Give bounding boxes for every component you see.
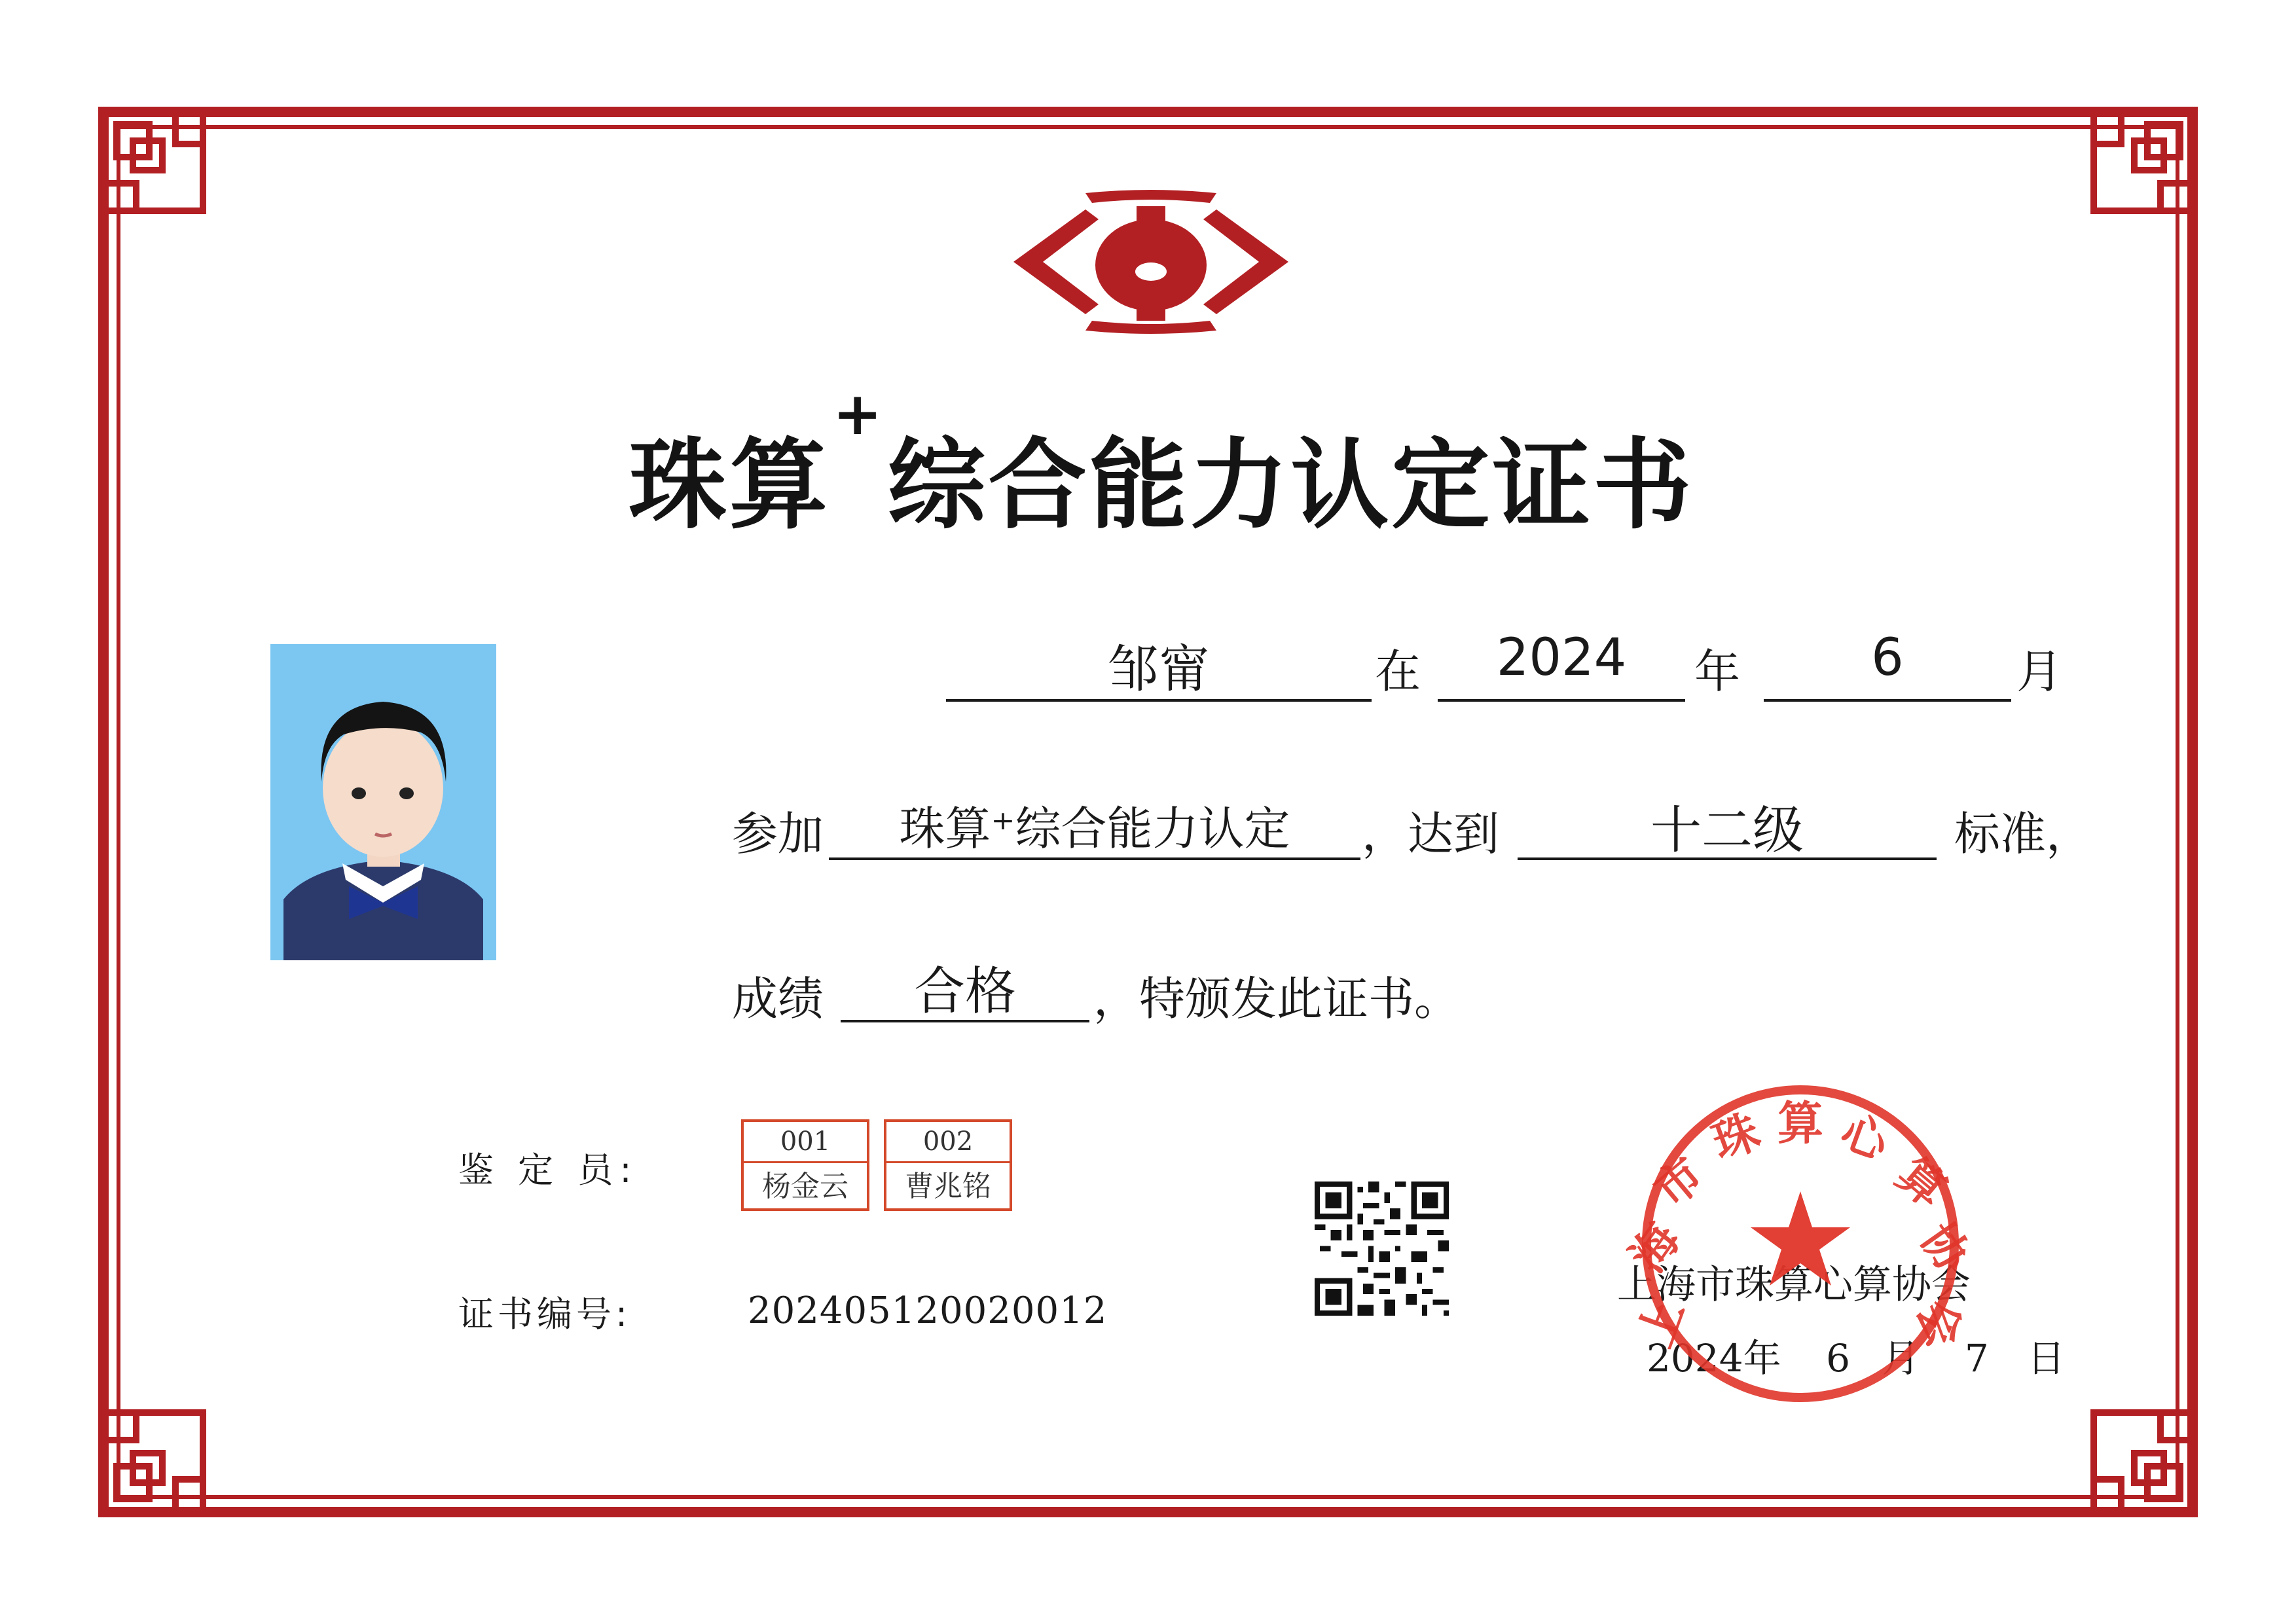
examiner-stamp-1 xyxy=(741,1119,869,1211)
cert-no-label: 证书编号: xyxy=(458,1293,632,1335)
examiner-label: 鉴 定 员: xyxy=(458,1149,638,1191)
svg-text:上: 上 xyxy=(1628,1292,1694,1354)
examiner-1-code: 001 xyxy=(744,1122,867,1163)
examiner-2-code: 002 xyxy=(886,1122,1010,1163)
examiner-2-name: 曹兆铭 xyxy=(905,1170,991,1203)
level-value: 十二级 xyxy=(1650,801,1804,860)
examiner-1-name: 杨金云 xyxy=(762,1170,848,1203)
issue-year: 2024 xyxy=(1647,1336,1743,1380)
corner-ornament-top-right xyxy=(2088,105,2200,216)
month-field xyxy=(1764,628,2011,702)
examiner-stamp-2 xyxy=(884,1119,1012,1211)
corner-ornament-bottom-right xyxy=(2088,1407,2200,1519)
month-value: 6 xyxy=(1871,628,1904,687)
year-value: 2024 xyxy=(1496,628,1627,687)
cert-no-value: 202405120020012 xyxy=(748,1290,1108,1332)
word-standard: 标准， xyxy=(1954,807,2092,861)
issue-word-day: 日 xyxy=(2027,1336,2066,1380)
issue-word-year: 年 xyxy=(1743,1336,1781,1380)
issue-month: 6 xyxy=(1826,1336,1850,1380)
word-at: 在 xyxy=(1375,645,1421,698)
student-name-field xyxy=(946,628,1372,702)
title-plus: + xyxy=(833,380,885,448)
score-field xyxy=(841,950,1089,1022)
student-name: 邹甯 xyxy=(1107,640,1210,699)
score-value: 合格 xyxy=(913,962,1016,1021)
student-photo xyxy=(270,644,496,960)
word-score: 成绩 xyxy=(732,972,824,1026)
issue-word-month: 月 xyxy=(1882,1336,1920,1380)
certificate-title xyxy=(629,380,1694,543)
word-reach: ，达到 xyxy=(1362,807,1499,861)
svg-text:算: 算 xyxy=(1887,1146,1958,1218)
corner-ornament-bottom-left xyxy=(97,1407,208,1519)
svg-text:市: 市 xyxy=(1643,1146,1714,1218)
level-field xyxy=(1518,789,1937,860)
title-part-2: 综合能力认定证书 xyxy=(887,429,1694,543)
word-year: 年 xyxy=(1694,645,1740,698)
svg-text:协: 协 xyxy=(1910,1213,1982,1282)
association-logo xyxy=(1013,187,1288,337)
svg-text:心: 心 xyxy=(1834,1104,1896,1170)
program-value: 珠算⁺综合能力认定 xyxy=(899,802,1290,856)
corner-ornament-top-left xyxy=(97,105,208,216)
word-join: 参加 xyxy=(732,807,824,861)
svg-text:珠: 珠 xyxy=(1705,1104,1767,1170)
svg-text:算: 算 xyxy=(1777,1096,1823,1150)
closing-text: ，特颁发此证书。 xyxy=(1093,972,1460,1026)
issuer-name: 上海市珠算心算协会 xyxy=(1617,1262,1971,1308)
svg-text:海: 海 xyxy=(1619,1213,1691,1282)
program-field xyxy=(829,792,1360,860)
svg-text:会: 会 xyxy=(1906,1292,1973,1354)
official-seal xyxy=(1619,1080,1982,1407)
title-part-1: 珠算 xyxy=(629,429,831,543)
issue-day: 7 xyxy=(1964,1336,1989,1380)
qr-code[interactable] xyxy=(1315,1182,1449,1316)
word-month: 月 xyxy=(2016,645,2062,698)
year-field xyxy=(1438,628,1685,702)
